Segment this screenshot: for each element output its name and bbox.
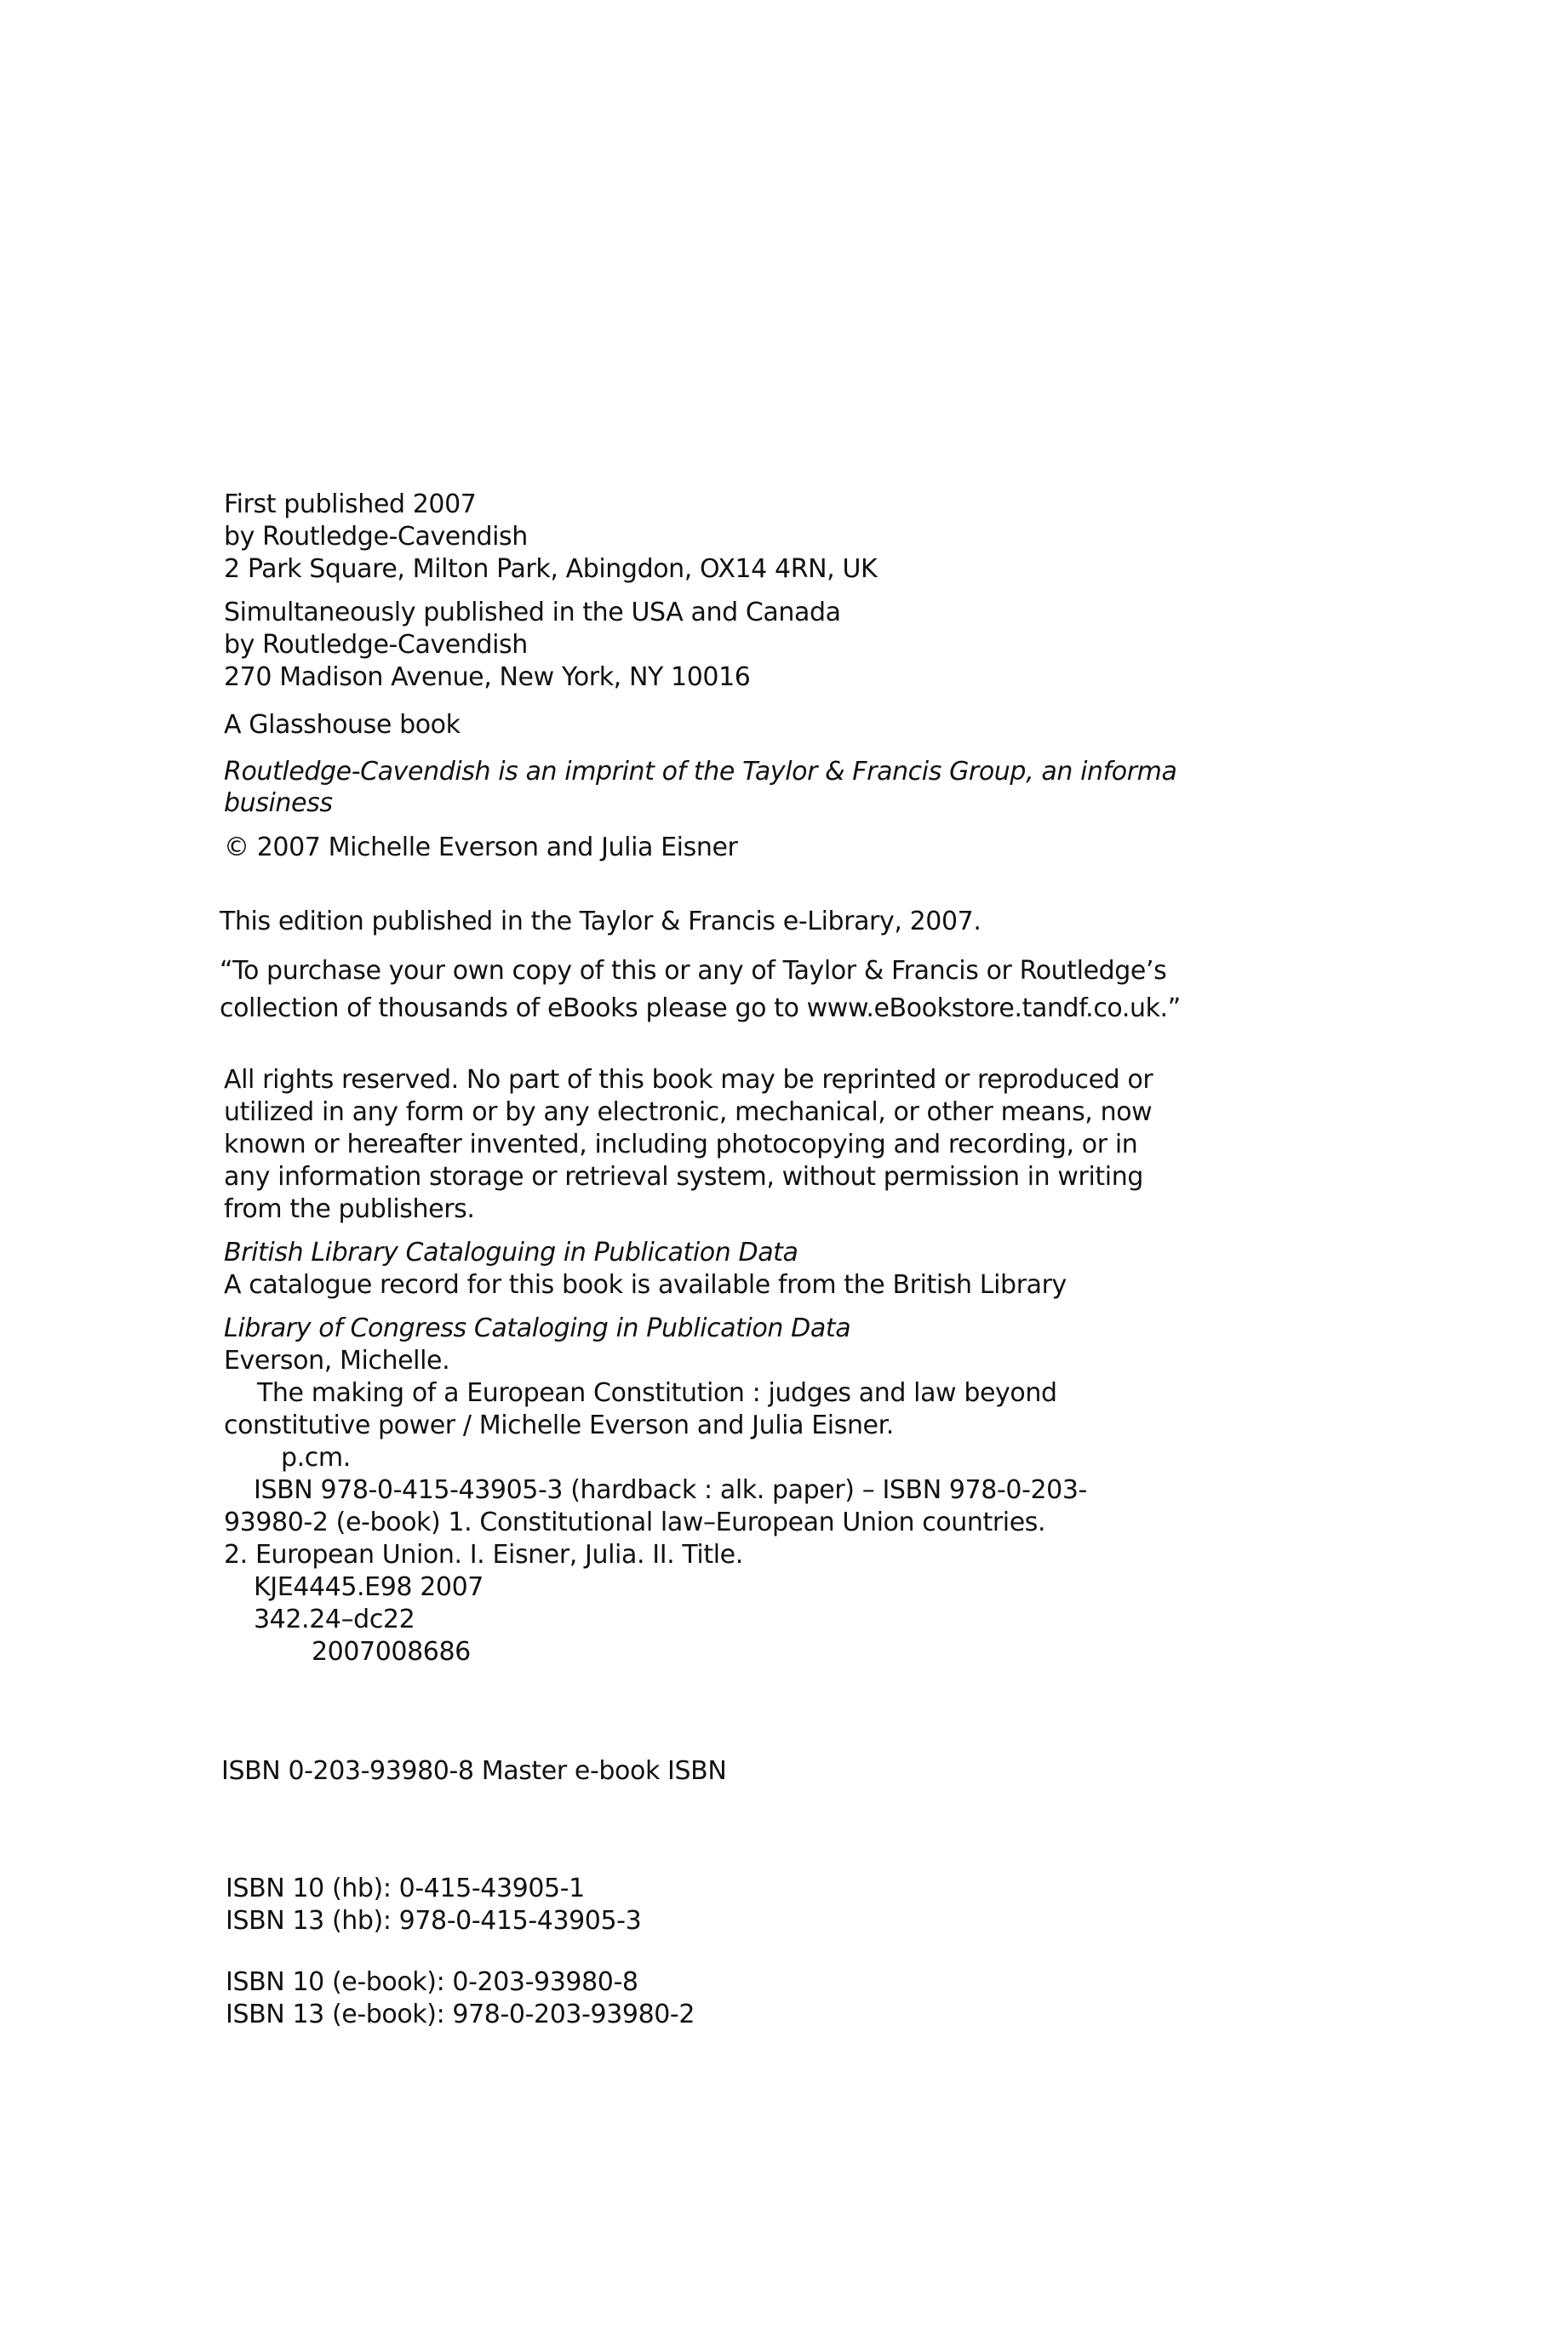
loc-line: The making of a European Constitution : judges and law beyond [257, 1378, 1057, 1408]
copyright-notice: © 2007 Michelle Everson and Julia Eisner [224, 833, 738, 862]
address-us: 270 Madison Avenue, New York, NY 10016 [224, 662, 751, 692]
isbn-13-ebook: ISBN 13 (e-book): 978-0-203-93980-2 [226, 2000, 695, 2029]
publisher-uk: by Routledge-Cavendish [224, 522, 528, 552]
rights-line-1: All rights reserved. No part of this book may be reprinted or reproduced or [224, 1065, 1153, 1095]
isbn-10-hb: ISBN 10 (hb): 0-415-43905-1 [226, 1874, 585, 1903]
first-published: First published 2007 [224, 489, 477, 519]
rights-line-3: known or hereafter invented, including photocopying and recording, or in [224, 1130, 1138, 1159]
loc-line: 2007008686 [312, 1637, 471, 1667]
loc-line: Everson, Michelle. [224, 1346, 450, 1376]
simultaneous-publication: Simultaneously published in the USA and Canada [224, 598, 841, 627]
ebook-edition: This edition published in the Taylor & Francis e-Library, 2007. [220, 907, 981, 936]
isbn-13-hb: ISBN 13 (hb): 978-0-415-43905-3 [226, 1906, 642, 1936]
loc-line: 342.24–dc22 [254, 1605, 415, 1634]
rights-line-4: any information storage or retrieval system, without permission in writing [224, 1162, 1143, 1192]
imprint-line-2: business [224, 788, 333, 818]
british-library-text: A catalogue record for this book is available from the British Library [224, 1270, 1067, 1300]
rights-line-5: from the publishers. [224, 1194, 475, 1224]
address-uk: 2 Park Square, Milton Park, Abingdon, OX14 4RN, UK [224, 554, 878, 584]
loc-line: p.cm. [281, 1443, 351, 1473]
loc-line: 93980-2 (e-book) 1. Constitutional law–European Union countries. [224, 1508, 1046, 1537]
loc-line: ISBN 978-0-415-43905-3 (hardback : alk. paper) – ISBN 978-0-203- [254, 1475, 1087, 1505]
british-library-heading: British Library Cataloguing in Publication Data [224, 1238, 798, 1268]
isbn-10-ebook: ISBN 10 (e-book): 0-203-93980-8 [226, 1967, 638, 1997]
imprint-line-1: Routledge-Cavendish is an imprint of the Taylor & Francis Group, an informa [224, 757, 1177, 787]
purchase-line-1: “To purchase your own copy of this or any of Taylor & Francis or Routledge’s [220, 956, 1167, 986]
glasshouse-book: A Glasshouse book [224, 710, 461, 740]
isbn-master: ISBN 0-203-93980-8 Master e-book ISBN [221, 1756, 727, 1786]
loc-line: 2. European Union. I. Eisner, Julia. II. Title. [224, 1540, 743, 1570]
purchase-line-2: collection of thousands of eBooks please go to www.eBookstore.tandf.co.uk.” [220, 993, 1181, 1023]
rights-line-2: utilized in any form or by any electronic, mechanical, or other means, now [224, 1097, 1153, 1127]
publisher-us: by Routledge-Cavendish [224, 630, 528, 660]
loc-line: KJE4445.E98 2007 [254, 1572, 484, 1602]
loc-line: constitutive power / Michelle Everson and Julia Eisner. [224, 1411, 894, 1440]
loc-heading: Library of Congress Cataloging in Publication Data [224, 1313, 851, 1343]
